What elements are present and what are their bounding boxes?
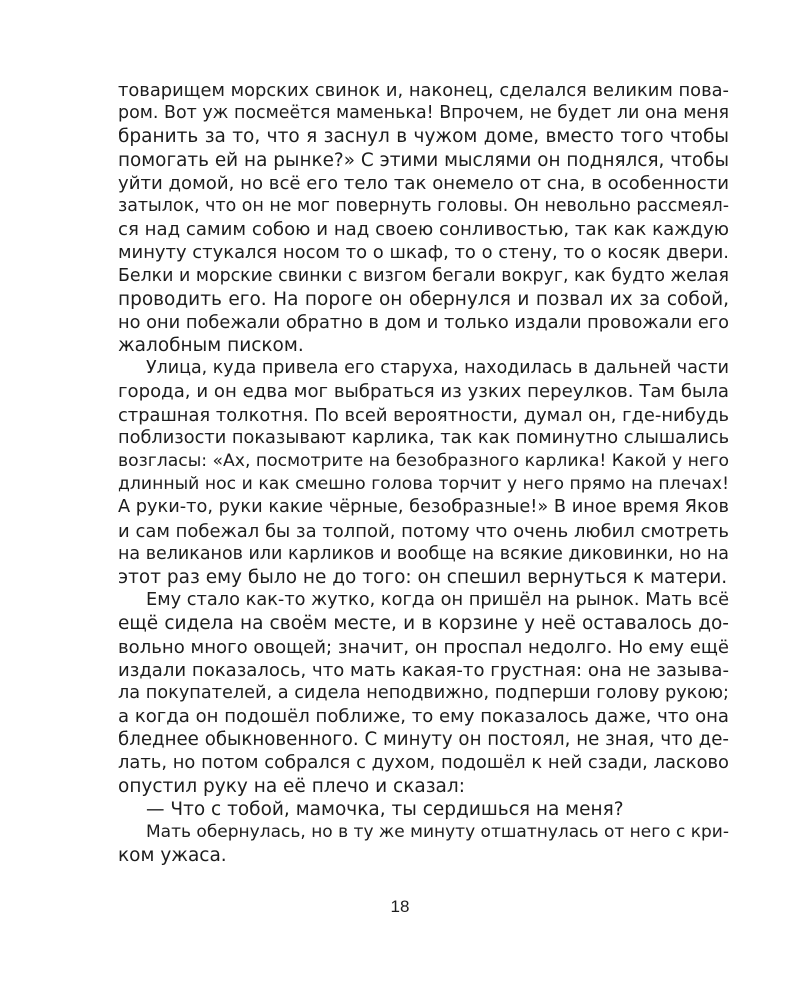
- text-line: минуту стукался носом то о шкаф, то о стену, то о косяк двери.: [118, 242, 729, 264]
- text-line: Белки и морские свинки с визгом бегали вокруг, как будто желая: [118, 265, 729, 286]
- text-line: города, и он едва мог выбраться из узких переулков. Там была: [118, 381, 729, 403]
- text-line: бранить за то, что я заснул в чужом доме, вместо того чтобы: [118, 126, 729, 148]
- text-line: ром. Вот уж посмеётся маменька! Впрочем, не будет ли она меня: [118, 103, 729, 124]
- text-line: поблизости показывают карлика, так как поминутно слышались: [118, 427, 730, 448]
- paragraph-2: [118, 357, 729, 589]
- text-line: но они побежали обратно в дом и только издали провожали его: [118, 311, 729, 333]
- text-line: ещё сидела на своём месте, и в корзине у неё оставалось до-: [118, 613, 729, 635]
- text-line: проводить его. На пороге он обернулся и позвал их за собой,: [118, 288, 729, 310]
- text-line: А руки-то, руки какие чёрные, безобразные!» В иное время Яков: [118, 497, 729, 518]
- text-line: — Что с тобой, мамочка, ты сердишься на меня?: [146, 798, 624, 820]
- paragraph-3: [118, 589, 729, 798]
- paragraph-5: [118, 821, 729, 867]
- text-line: этот раз ему было не до того: он спешил вернуться к матери.: [118, 566, 728, 588]
- text-line: и сам побежал бы за толпой, потому что очень любил смотреть: [118, 520, 729, 542]
- body-text: [118, 79, 729, 867]
- text-line: Улица, куда привела его старуха, находилась в дальней части: [146, 358, 729, 379]
- text-line: ся над самим собою и над своею сонливостью, так как каждую: [118, 219, 729, 241]
- text-line: затылок, что он не мог повернуть головы. Он невольно рассмеял-: [118, 195, 729, 216]
- text-line: жалобным писком.: [118, 335, 304, 357]
- page-number: 18: [390, 897, 410, 916]
- text-line: возгласы: «Ах, посмотрите на безобразного карлика! Какой у него: [118, 451, 729, 471]
- text-line: ком ужаса.: [118, 845, 227, 867]
- text-line: лать, но потом собрался с духом, подошёл к ней сзади, ласково: [118, 752, 729, 774]
- text-line: помогать ей на рынке?» С этими мыслями он поднялся, чтобы: [118, 149, 729, 171]
- text-line: Мать обернулась, но в ту же минуту отшатнулась от него с кри-: [146, 822, 729, 842]
- paragraph-1: [118, 79, 729, 357]
- text-line: Ему стало как-то жутко, когда он пришёл на рынок. Мать всё: [146, 590, 729, 611]
- text-line: опустил руку на её плечо и сказал:: [118, 775, 465, 797]
- text-line: вольно много овощей; значит, он проспал недолго. Но ему ещё: [118, 636, 729, 658]
- text-line: длинный нос и как смешно голова торчит у него прямо на плечах!: [118, 474, 729, 495]
- text-line: на великанов или карликов и вообще на всякие диковинки, но на: [118, 543, 729, 564]
- text-line: ла покупателей, а сидела неподвижно, подперши голову рукою;: [118, 682, 729, 703]
- text-line: страшная толкотня. По всей вероятности, думал он, где-нибудь: [118, 404, 729, 426]
- text-line: бледнее обыкновенного. С минуту он постоял, не зная, что де-: [118, 729, 729, 751]
- text-line: товарищем морских свинок и, наконец, сделался великим пова-: [118, 80, 729, 101]
- text-line: а когда он подошёл поближе, то ему показалось даже, что она: [118, 706, 729, 728]
- paragraph-4-dialogue: [118, 798, 729, 821]
- text-line: издали показалось, что мать какая-то грустная: она не зазыва-: [118, 659, 729, 681]
- text-line: уйти домой, но всё его тело так онемело от сна, в особенности: [118, 172, 729, 194]
